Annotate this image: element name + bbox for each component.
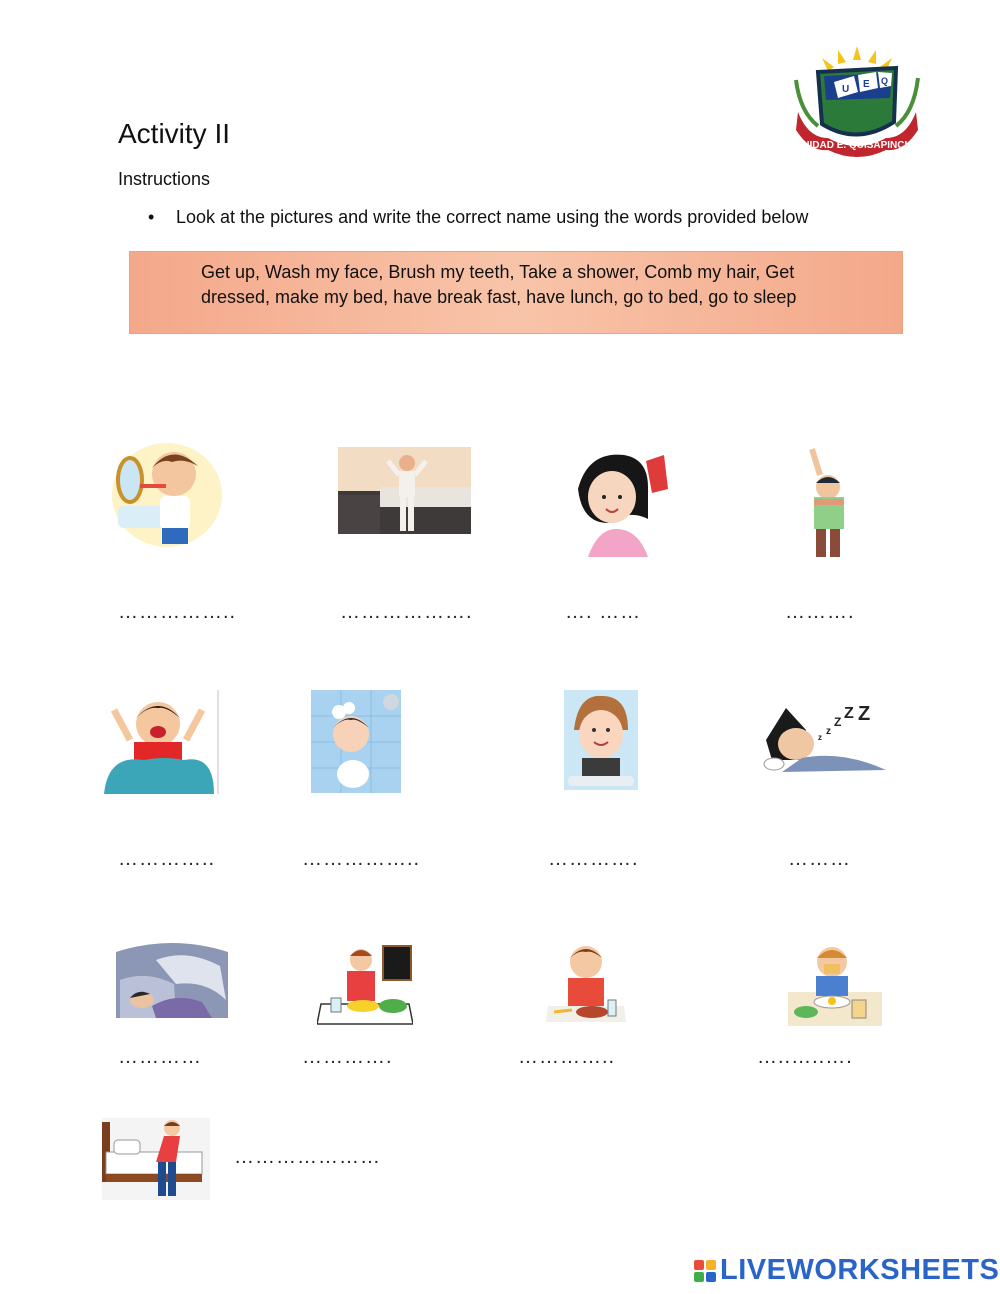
svg-text:Z: Z [844,705,854,722]
svg-text:Z: Z [858,703,871,725]
svg-text:z: z [818,733,822,742]
sleeping-picture [762,700,890,774]
bullet-icon: • [148,207,155,227]
taking-shower-picture [311,690,401,793]
answer-blank[interactable]: …………. [548,848,639,870]
getting-up-picture [338,447,471,534]
having-dinner-picture [317,940,413,1026]
svg-text:UNIDAD E. QUISAPINCHA: UNIDAD E. QUISAPINCHA [795,140,919,151]
liveworksheets-blocks-icon [694,1260,716,1282]
answer-blank[interactable]: ………………. [340,601,473,623]
getting-dressed-picture [798,445,862,557]
liveworksheets-brand: LIVEWORKSHEETS [720,1254,1000,1286]
word-bank-line-1: Get up, Wash my face, Brush my teeth, Take a shower, Comb my hair, Get [201,262,795,282]
instruction-text: Look at the pictures and write the correct name using the words provided below [176,207,809,227]
answer-blank[interactable]: …………….. [302,848,421,870]
having-lunch-picture [546,940,626,1022]
svg-text:U: U [842,84,850,95]
washing-face-picture [564,690,638,790]
word-bank-box [129,251,903,334]
instructions-label: Instructions [118,169,211,189]
liveworksheets-logo[interactable] [694,1254,999,1287]
answer-blank[interactable]: …………….. [118,601,237,623]
waking-up-picture [104,690,220,794]
svg-text:z: z [826,726,831,737]
answer-blank[interactable]: ……… [788,848,851,870]
answer-blank[interactable]: ………………… [234,1146,381,1168]
answer-blank[interactable]: ………. [785,601,855,623]
svg-text:Q: Q [881,76,889,86]
word-bank-line-2: dressed, make my bed, have break fast, have lunch, go to bed, go to sleep [201,287,797,307]
word-bank-text [201,260,872,310]
having-breakfast-picture [788,940,882,1026]
answer-blank[interactable]: ………….. [118,848,216,870]
making-bed-picture [102,1118,210,1200]
svg-text:E: E [863,79,870,90]
activity-title: Activity II [118,118,231,149]
school-crest-icon [788,42,926,160]
answer-blank[interactable]: ………….. [518,1046,616,1068]
answer-blank[interactable]: ………… [118,1046,202,1068]
svg-text:Z: Z [834,715,842,729]
answer-blank[interactable]: …. …… [565,601,642,623]
going-to-bed-picture [116,940,228,1018]
answer-blank[interactable]: …………. [302,1046,393,1068]
instruction-item [148,207,808,228]
brushing-teeth-picture [112,440,222,548]
combing-hair-picture [568,449,672,557]
answer-blank[interactable]: …..…..…. [757,1046,853,1068]
